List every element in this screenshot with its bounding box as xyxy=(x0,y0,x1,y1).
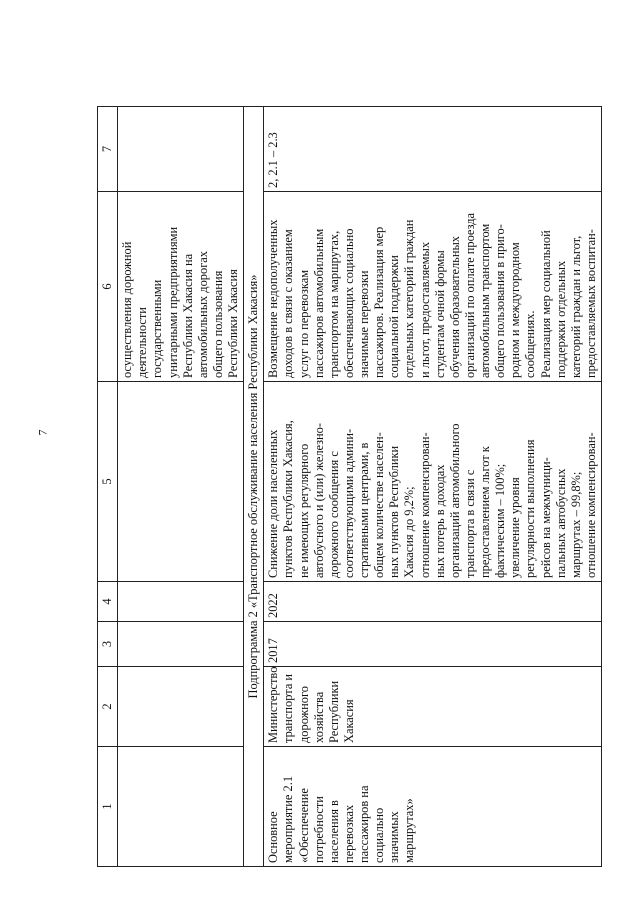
measure-name: Основное мероприятие 2.1 «Обеспечение потребности населения в перевозках пассажиров на социально значимых маршрутах» xyxy=(264,747,602,867)
subprogram-row xyxy=(244,107,264,867)
column-number: 4 xyxy=(98,582,118,622)
empty-cell xyxy=(118,582,244,622)
column-number: 2 xyxy=(98,667,118,747)
empty-cell xyxy=(118,667,244,747)
executor: Министерство транспорта и дорожного хозяйства Республики Хакасия xyxy=(264,667,602,747)
column-number: 1 xyxy=(98,747,118,867)
empty-cell xyxy=(118,382,244,582)
column-number: 7 xyxy=(98,107,118,192)
expected-result: Снижение доли населенных пунктов Республики Хакасия, не имеющих регулярного автобусного и (или) железно- дорожного сообщения с соответствующими админи- стративными центрами, в общем количестве населен- ных пунктов Республики Хакасия до 9,2%; отношение компенсирован- ных потерь в доходах организаций автомобильного транспорта в связи с предоставлением льгот к фактическим – 100%; увеличение уровня регулярности выполнения рейсов на межмуници- пальных автобусных маршрутах – 99,8%; отношение компенсирован- xyxy=(264,382,602,582)
column-numbers-row xyxy=(98,107,118,867)
measure-content: Возмещение недополученных доходов в связи с оказанием услуг по перевозкам пассажиров автомобильным транспортом на маршрутах, обеспечивающих социально значимые перевозки пассажиров. Реализация мер социальной поддержки отдельных категорий граждан и льгот, предоставляемых студентам очной формы обучения образовательных организаций по оплате проезда автомобильным транспортом общего пользования в приго- родном и междугородном сообщениях. Реализация мер социальной поддержки отдельных категорий граждан и льгот, предоставляемых воспитан- xyxy=(264,192,602,382)
column-number: 3 xyxy=(98,622,118,667)
continuation-row xyxy=(118,107,244,867)
column-number: 6 xyxy=(98,192,118,382)
start-year: 2017 xyxy=(264,622,602,667)
program-table xyxy=(97,106,602,867)
document-sheet xyxy=(97,107,627,867)
subprogram-title: Подпрограмма 2 «Транспортное обслуживание населения Республики Хакасия» xyxy=(244,107,264,867)
empty-cell xyxy=(118,622,244,667)
indicator-refs: 2, 2.1 – 2.3 xyxy=(264,107,602,192)
page-number: 7 xyxy=(35,429,50,436)
measure-row xyxy=(264,107,602,867)
empty-cell xyxy=(118,107,244,192)
continuation-text: осуществления дорожной деятельности государственными унитарными предприятиями Республики Хакасия на автомобильных дорогах общего пользования Республики Хакасия xyxy=(118,192,244,382)
empty-cell xyxy=(118,747,244,867)
column-number: 5 xyxy=(98,382,118,582)
end-year: 2022 xyxy=(264,582,602,622)
